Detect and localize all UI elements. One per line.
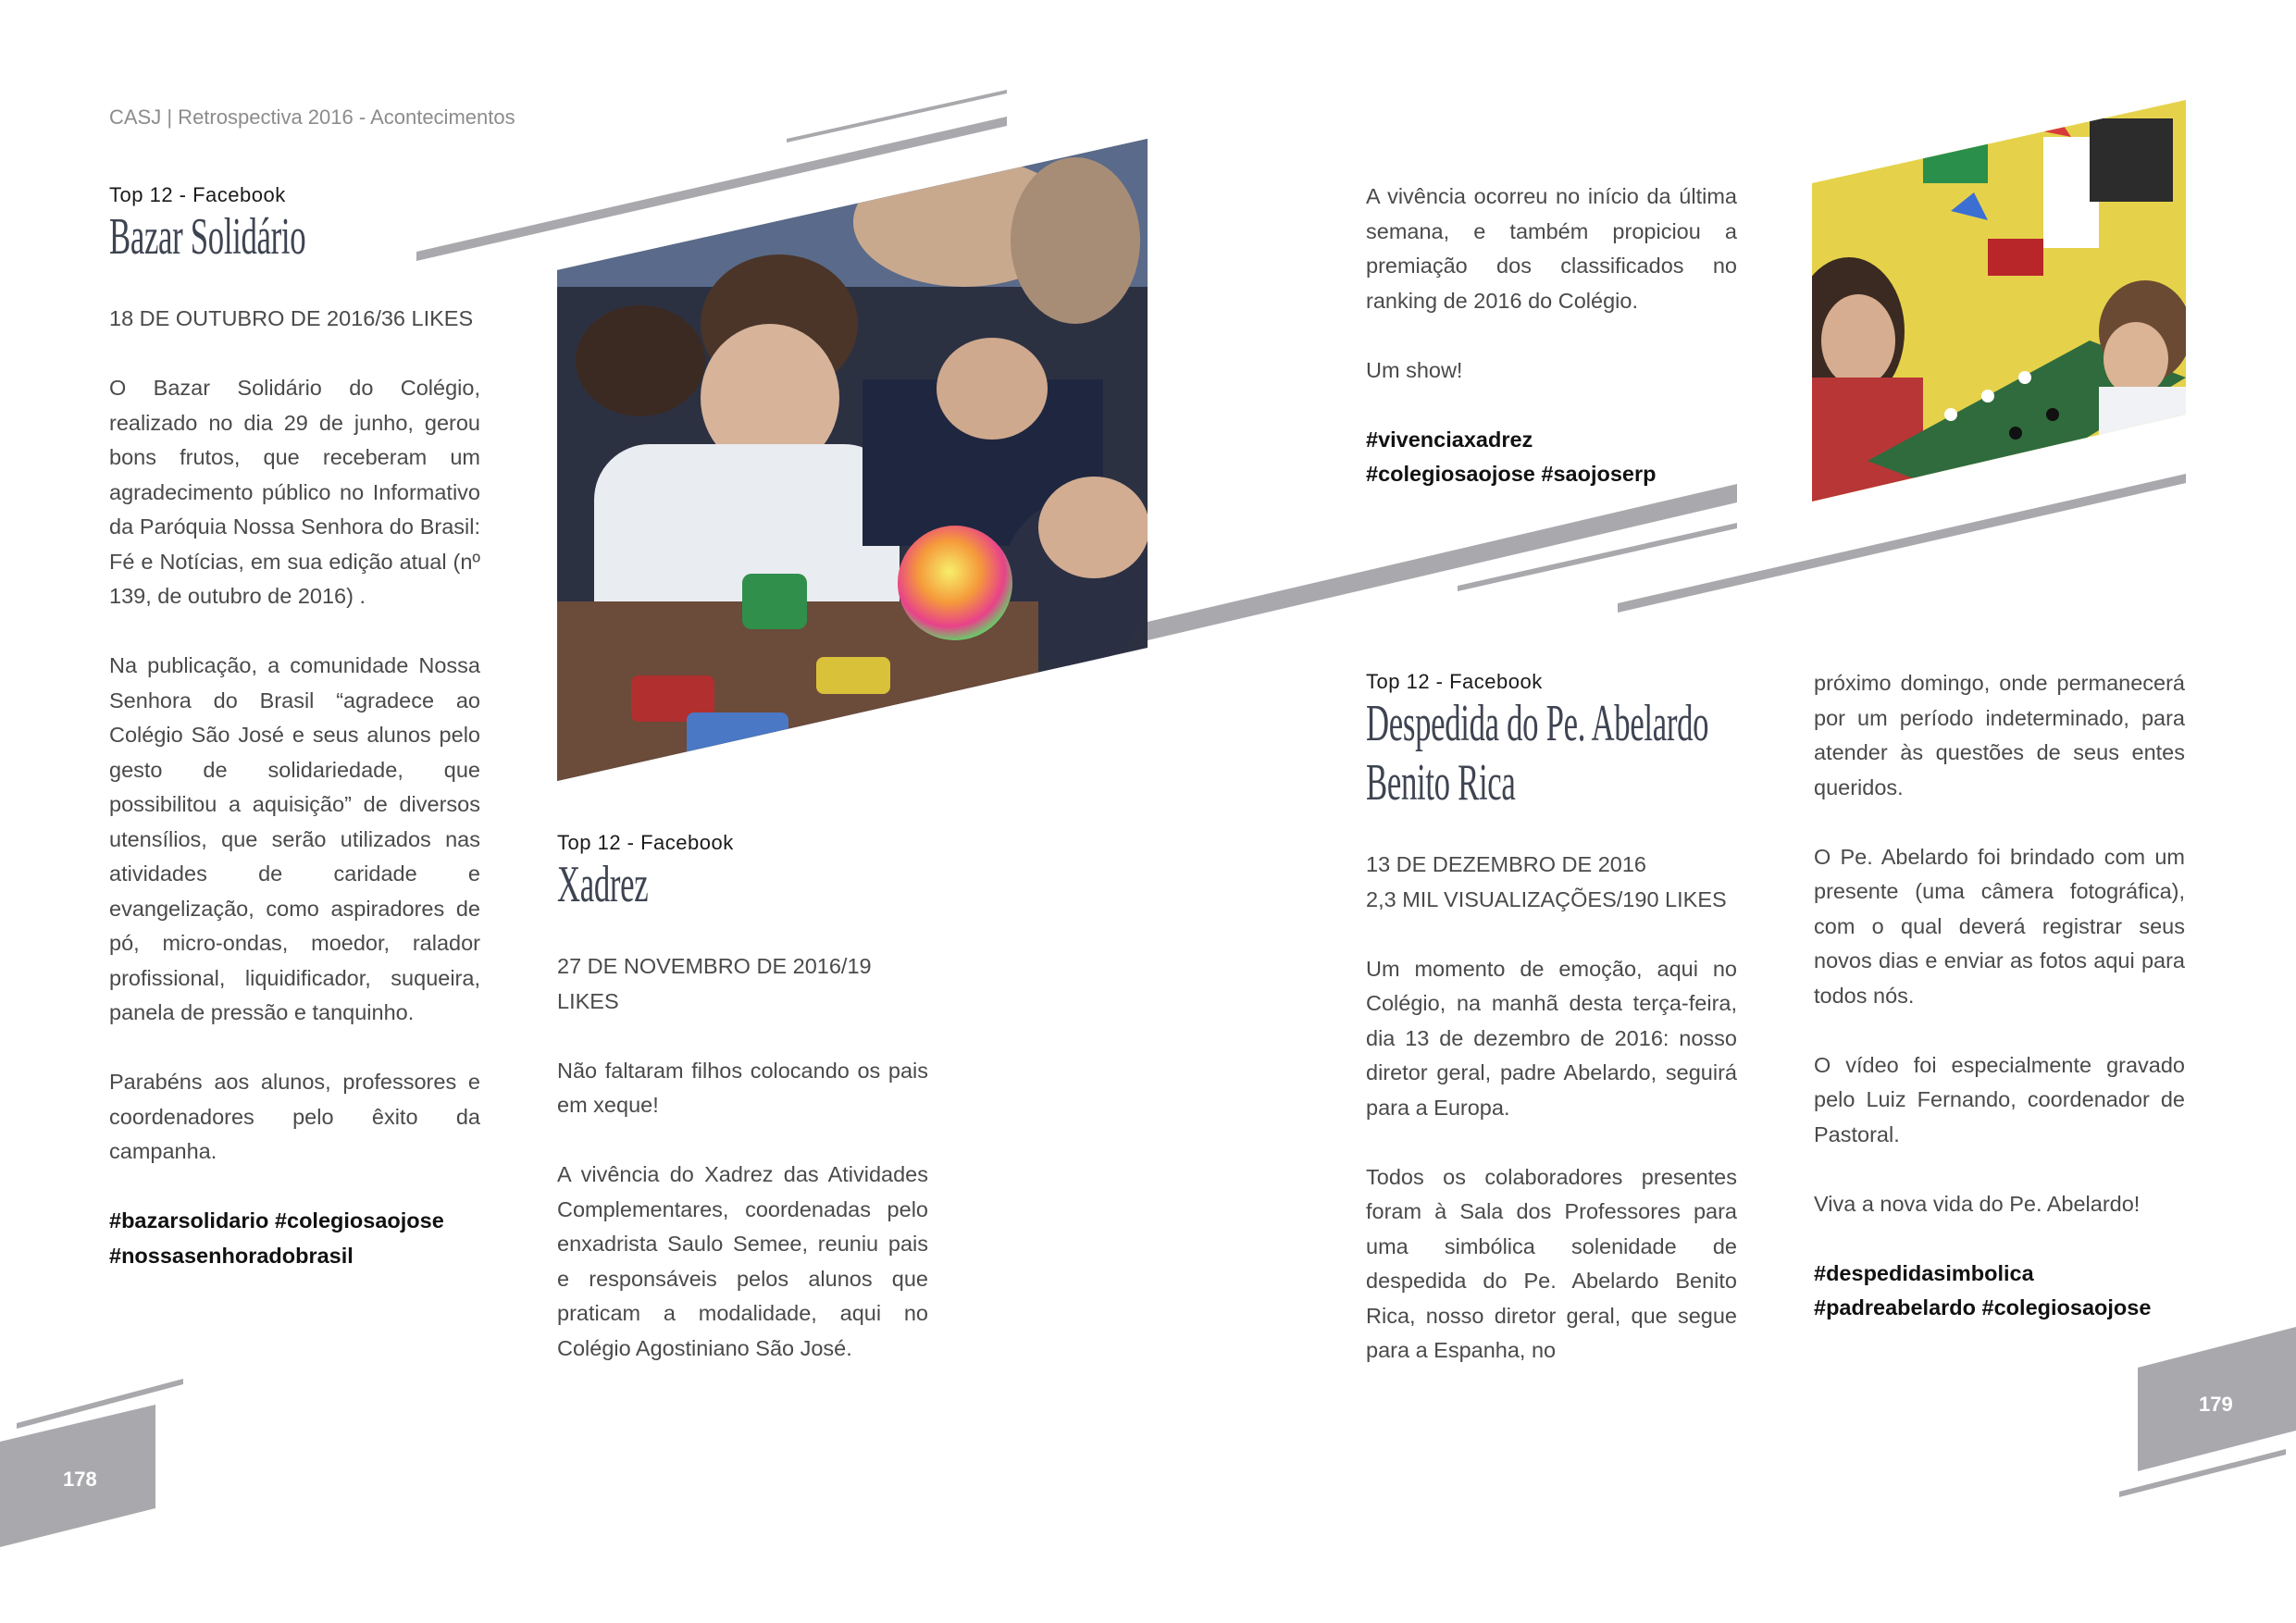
bazar-hashtags: #bazarsolidario #colegiosaojose #nossasenhoradobrasil [109, 1208, 444, 1268]
despedida-paragraph: Viva a nova vida do Pe. Abelardo! [1814, 1191, 2141, 1216]
despedida-column [1366, 848, 1737, 1369]
despedida-title-line1: Despedida do Pe. Abelardo [1366, 695, 1709, 752]
despedida-column-continued [1814, 666, 2185, 1326]
despedida-date-line1: 13 DE DEZEMBRO DE 2016 [1366, 852, 1646, 876]
despedida-paragraph: próximo domingo, onde permanecerá por um período indeterminado, para atender às questões de seus entes queridos. [1814, 671, 2185, 799]
despedida-paragraph: O Pe. Abelardo foi brindado com um presente (uma câmera fotográfica), com o qual deverá registrar seus novos dias e enviar as fotos aqui para todos nós. [1814, 844, 2185, 1008]
bazar-title: Bazar Solidário [109, 208, 306, 266]
xadrez-title: Xadrez [557, 856, 649, 913]
despedida-paragraph: O vídeo foi especialmente gravado pelo Luiz Fernando, coordenador de Pastoral. [1814, 1052, 2185, 1146]
xadrez-hashtags: #vivenciaxadrez #colegiosaojose #saojoserp [1366, 427, 1657, 486]
xadrez-paragraph: A vivência ocorreu no início da última semana, e também propiciou a premiação dos classificados no ranking de 2016 do Colégio. [1366, 184, 1737, 313]
despedida-paragraph: Um momento de emoção, aqui no Colégio, na manhã desta terça-feira, dia 13 de dezembro de 2016: nosso diretor geral, padre Abelardo, seguirá para a Europa. [1366, 956, 1737, 1120]
xadrez-paragraph: Um show! [1366, 357, 1463, 382]
xadrez-paragraph: A vivência do Xadrez das Atividades Complementares, coordenadas pelo enxadrista Saulo Semee, reuniu pais e responsáveis pelos alunos que praticam a modalidade, aqui no Colégio Agostiniano São José. [557, 1162, 928, 1360]
despedida-date-line2: 2,3 MIL VISUALIZAÇÕES/190 LIKES [1366, 886, 1727, 911]
xadrez-label: Top 12 - Facebook [557, 831, 734, 854]
running-header: CASJ | Retrospectiva 2016 - Acontecimentos [109, 105, 515, 129]
bazar-label: Top 12 - Facebook [109, 183, 286, 206]
xadrez-column [557, 949, 928, 1366]
bazar-paragraph: O Bazar Solidário do Colégio, realizado no dia 29 de junho, gerou bons frutos, que receberam um agradecimento público no Informativo da Paróquia Nossa Senhora do Brasil: Fé e Notícias, em sua edição atual (nº 139, de outubro de 2016) . [109, 376, 480, 608]
bazar-column [109, 302, 480, 1273]
xadrez-column-continued [1366, 180, 1737, 492]
bazar-date: 18 DE OUTUBRO DE 2016/36 LIKES [109, 306, 474, 330]
bazar-paragraph: Parabéns aos alunos, professores e coordenadores pelo êxito da campanha. [109, 1070, 480, 1163]
page-number-right: 179 [2199, 1393, 2233, 1416]
despedida-hashtags: #despedidasimbolica #padreabelardo #colegiosaojose [1814, 1260, 2152, 1319]
despedida-label: Top 12 - Facebook [1366, 670, 1543, 693]
despedida-paragraph: Todos os colaboradores presentes foram à Sala dos Professores para uma simbólica solenidade de despedida do Pe. Abelardo Benito Rica, nosso diretor geral, que segue para a Espanha, no [1366, 1164, 1737, 1362]
band-center [1148, 484, 1737, 640]
xadrez-paragraph: Não faltaram filhos colocando os pais em xeque! [557, 1058, 928, 1117]
xadrez-photo [1812, 100, 2188, 503]
despedida-title-line2: Benito Rica [1366, 754, 1516, 812]
bazar-photo [557, 139, 1149, 783]
despedida-date [1366, 848, 1737, 917]
page-number-left: 178 [63, 1468, 97, 1491]
band-top-left-short [787, 90, 1007, 142]
bazar-paragraph: Na publicação, a comunidade Nossa Senhora do Brasil “agradece ao Colégio São José e seus alunos pelo gesto de solidariedade, que possibilitou a aquisição” de diversos utensílios, que serão utilizados nas atividades de caridade e evangelização, como aspiradores de pó, micro-ondas, moedor, ralador profissional, liquidificador, suqueira, panela de pressão e tanquinho. [109, 653, 480, 1024]
xadrez-date: 27 DE NOVEMBRO DE 2016/19 LIKES [557, 954, 872, 1013]
